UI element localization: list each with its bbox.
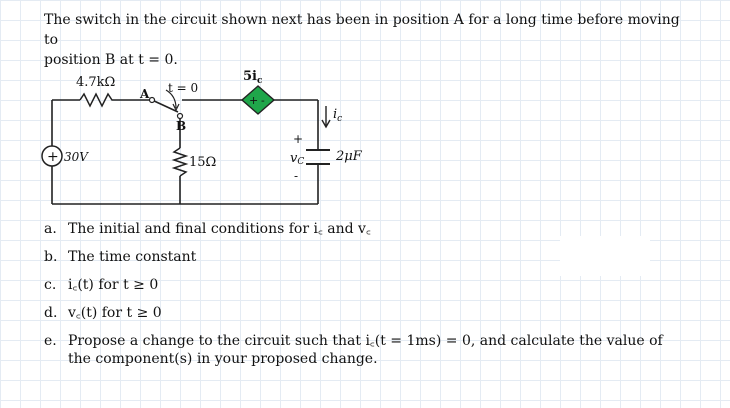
dependent-source-value: 5i bbox=[243, 69, 257, 84]
resistor-15-symbol bbox=[174, 148, 186, 176]
cap-voltage-minus: - bbox=[294, 169, 299, 183]
label-resistor-4k7: 4.7kΩ bbox=[76, 75, 116, 90]
question-c-letter: c. bbox=[44, 277, 57, 293]
blank-patch bbox=[560, 236, 650, 276]
voltage-source bbox=[42, 146, 62, 166]
switch-contact-b bbox=[178, 114, 183, 119]
question-a-text: The initial and final conditions for i꜀ and v꜀ bbox=[68, 221, 371, 237]
resistor-4k7-symbol bbox=[80, 94, 116, 106]
cap-current-subscript: c bbox=[337, 114, 343, 124]
circuit-wires bbox=[52, 100, 318, 204]
label-resistor-15: 15Ω bbox=[189, 155, 217, 170]
problem-line-1: The switch in the circuit shown next has been in position A for a long time before moving to bbox=[44, 12, 680, 48]
question-d bbox=[44, 304, 684, 322]
capacitor bbox=[306, 150, 330, 164]
dependent-source-subscript: c bbox=[256, 76, 263, 86]
cap-voltage-plus: + bbox=[293, 132, 304, 146]
question-a-letter: a. bbox=[44, 221, 57, 237]
question-b-letter: b. bbox=[44, 249, 58, 265]
question-c-text: i꜀(t) for t ≥ 0 bbox=[68, 277, 159, 293]
question-b-text: The time constant bbox=[68, 249, 197, 265]
question-e-letter: e. bbox=[44, 333, 57, 349]
label-switch-b: B bbox=[176, 119, 187, 133]
label-cap-current bbox=[333, 107, 342, 124]
label-cap-voltage bbox=[290, 151, 304, 167]
question-d-letter: d. bbox=[44, 305, 58, 321]
voltage-source-plus: + bbox=[47, 149, 59, 165]
dependent-source bbox=[242, 86, 274, 114]
cap-voltage-subscript: C bbox=[297, 157, 305, 167]
question-d-text: v꜀(t) for t ≥ 0 bbox=[68, 305, 162, 321]
switch-contact-a bbox=[150, 98, 155, 103]
question-e-text: Propose a change to the circuit such that i꜀(t = 1ms) = 0, and calculate the value of the component(s) in your proposed change. bbox=[68, 333, 663, 367]
problem-line-2: position B at t = 0. bbox=[44, 52, 178, 68]
label-switch-time: t = 0 bbox=[168, 81, 199, 95]
capacitor-current-arrow bbox=[322, 106, 330, 127]
label-voltage-source: 30V bbox=[64, 150, 88, 164]
label-capacitor: 2μF bbox=[336, 149, 362, 164]
question-c bbox=[44, 276, 684, 294]
cap-voltage-symbol: v bbox=[290, 151, 298, 166]
dependent-source-plus: + bbox=[249, 94, 259, 107]
question-e bbox=[44, 332, 684, 368]
label-dependent-source bbox=[243, 69, 263, 86]
dependent-source-minus: - bbox=[261, 94, 265, 107]
label-switch-a: A bbox=[140, 87, 150, 101]
cap-current-symbol: i bbox=[333, 107, 338, 122]
